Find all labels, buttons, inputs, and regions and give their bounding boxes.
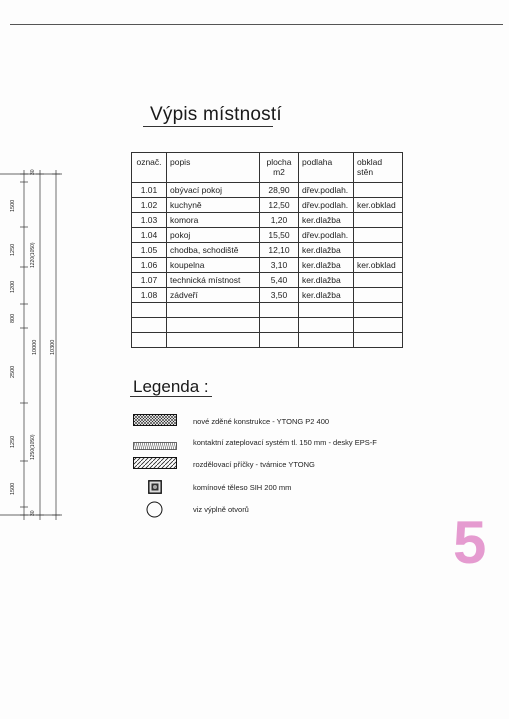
- legend-title: Legenda :: [133, 377, 209, 396]
- table-header-row: [132, 153, 403, 183]
- cell-desc: [167, 303, 260, 318]
- cell-code: [132, 318, 167, 333]
- cell-code: 1.07: [132, 273, 167, 288]
- legend-item-partition: [0, 456, 509, 472]
- cell-area: 12,10: [260, 243, 299, 258]
- dimension-label: 1250: [10, 243, 16, 256]
- dimension-alt-label: 1250(1050): [30, 434, 36, 460]
- cell-desc: pokoj: [167, 228, 260, 243]
- page-number: 5: [453, 509, 487, 576]
- cell-code: 1.04: [132, 228, 167, 243]
- cell-area: 3,50: [260, 288, 299, 303]
- cell-area: 15,50: [260, 228, 299, 243]
- dimension-label: 1200: [10, 280, 16, 293]
- cell-desc: koupelna: [167, 258, 260, 273]
- cell-code: [132, 333, 167, 348]
- cell-code: 1.01: [132, 183, 167, 198]
- header-desc: popis: [167, 153, 260, 183]
- cell-floor: dřev.podlah.: [299, 183, 354, 198]
- table-row: [132, 183, 403, 198]
- cell-floor: ker.dlažba: [299, 243, 354, 258]
- legend-item-chimney: [0, 480, 509, 496]
- cell-floor: [299, 303, 354, 318]
- top-rule: [10, 24, 503, 25]
- table-row: [132, 213, 403, 228]
- table-row: [132, 273, 403, 288]
- legend-text: rozdělovací příčky - tvárnice YTONG: [193, 460, 315, 469]
- table-row: [132, 318, 403, 333]
- cell-code: 1.06: [132, 258, 167, 273]
- header-floor: podlaha: [299, 153, 354, 183]
- cell-desc: komora: [167, 213, 260, 228]
- cell-wall: [354, 273, 403, 288]
- table-row: [132, 288, 403, 303]
- cell-desc: obývací pokoj: [167, 183, 260, 198]
- table-row: [132, 243, 403, 258]
- cross-hatch-icon: [133, 413, 177, 431]
- cell-floor: ker.dlažba: [299, 273, 354, 288]
- cell-wall: [354, 228, 403, 243]
- cell-area: 12,50: [260, 198, 299, 213]
- chimney-icon: [148, 480, 162, 499]
- cell-wall: [354, 183, 403, 198]
- cell-wall: ker.obklad: [354, 198, 403, 213]
- legend-item-insulation: [0, 435, 509, 451]
- cell-area: [260, 318, 299, 333]
- cell-code: [132, 303, 167, 318]
- legend-text: komínové těleso SIH 200 mm: [193, 483, 292, 492]
- cell-wall: [354, 243, 403, 258]
- dimension-label: 1500: [10, 482, 16, 495]
- cell-code: 1.02: [132, 198, 167, 213]
- cell-wall: ker.obklad: [354, 258, 403, 273]
- table-row: [132, 198, 403, 213]
- legend-item-openings: [0, 501, 509, 517]
- cell-wall: [354, 303, 403, 318]
- insulation-icon: [133, 437, 177, 455]
- cell-floor: [299, 318, 354, 333]
- dimension-total-label: 10000: [32, 339, 38, 355]
- cell-floor: ker.dlažba: [299, 258, 354, 273]
- legend-text: viz výplně otvorů: [193, 505, 249, 514]
- cell-area: [260, 333, 299, 348]
- title-underline: [143, 126, 273, 127]
- cell-desc: [167, 333, 260, 348]
- page-title: Výpis místností: [150, 104, 282, 125]
- diagonal-hatch-icon: [133, 456, 177, 474]
- legend-text: kontaktní zateplovací systém tl. 150 mm - desky EPS-F: [193, 438, 377, 447]
- dimension-chain: [0, 165, 70, 525]
- cell-floor: ker.dlažba: [299, 288, 354, 303]
- cell-code: 1.08: [132, 288, 167, 303]
- table-row: [132, 333, 403, 348]
- cell-floor: dřev.podlah.: [299, 228, 354, 243]
- header-area-line1: plocha: [266, 157, 292, 167]
- cell-floor: dřev.podlah.: [299, 198, 354, 213]
- room-table: [131, 152, 403, 348]
- cell-code: 1.03: [132, 213, 167, 228]
- cell-wall: [354, 318, 403, 333]
- dimension-label: 1500: [10, 199, 16, 212]
- header-area: [260, 153, 299, 183]
- cell-code: 1.05: [132, 243, 167, 258]
- cell-floor: ker.dlažba: [299, 213, 354, 228]
- dimension-end-label: 30: [30, 510, 36, 516]
- cell-desc: technická místnost: [167, 273, 260, 288]
- legend-text: nové zděné konstrukce - YTONG P2 400: [193, 417, 330, 426]
- cell-desc: chodba, schodiště: [167, 243, 260, 258]
- cell-wall: [354, 213, 403, 228]
- dimension-label: 800: [10, 313, 16, 323]
- header-area-line2: m2: [273, 167, 285, 177]
- header-code: označ.: [132, 153, 167, 183]
- cell-area: 3,10: [260, 258, 299, 273]
- dimension-end-label: 30: [30, 169, 36, 175]
- cell-wall: [354, 288, 403, 303]
- legend-item-masonry: [0, 413, 509, 429]
- dimension-total-label: 10300: [50, 339, 56, 355]
- dimension-alt-label: 1220(1050): [30, 242, 36, 268]
- cell-area: 1,20: [260, 213, 299, 228]
- table-row: [132, 228, 403, 243]
- cell-area: 28,90: [260, 183, 299, 198]
- circle-icon: [146, 501, 163, 523]
- cell-desc: zádveří: [167, 288, 260, 303]
- dimension-label: 2500: [10, 365, 16, 378]
- table-body: [132, 183, 403, 348]
- dimension-label: 1250: [10, 435, 16, 448]
- cell-desc: kuchyně: [167, 198, 260, 213]
- cell-area: 5,40: [260, 273, 299, 288]
- cell-desc: [167, 318, 260, 333]
- cell-floor: [299, 333, 354, 348]
- legend-underline: [130, 396, 212, 397]
- table-row: [132, 258, 403, 273]
- cell-area: [260, 303, 299, 318]
- table-row: [132, 303, 403, 318]
- header-wall: obklad stěn: [354, 153, 403, 183]
- cell-wall: [354, 333, 403, 348]
